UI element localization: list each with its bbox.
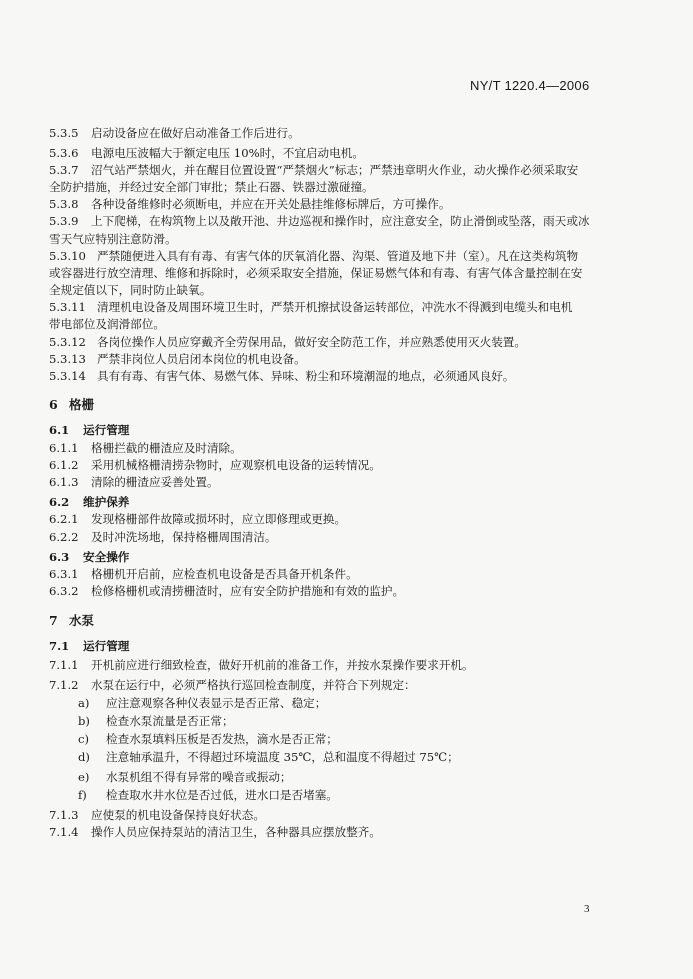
clause-text: 检查水泵流量是否正常； (106, 714, 234, 728)
clause-line (49, 249, 578, 263)
clause-number: a) (78, 696, 90, 710)
clause-number: 5.3.11 (49, 300, 86, 314)
clause-text: 上下爬梯，在构筑物上以及敞开池、井边巡视和操作时，应注意安全，防止滑倒或坠落，雨天或冰 (91, 214, 590, 228)
clause-number: 6.2.2 (49, 530, 79, 544)
list-item (78, 770, 292, 784)
clause-number: 5.3.14 (49, 369, 86, 383)
clause-number: 6.3.2 (49, 584, 79, 598)
clause-line (49, 180, 374, 194)
clause-line (49, 530, 277, 544)
clause-text: 格栅 (69, 397, 95, 412)
clause-line (49, 458, 381, 472)
clause-text: 及时冲洗场地，保持格栅周围清洁。 (91, 530, 277, 544)
clause-number: 5.3.5 (49, 126, 79, 140)
clause-text: 应使泵的机电设备保持良好状态。 (91, 808, 265, 822)
clause-text: 具有有毒、有害气体、易燃气体、异味、粉尘和环境潮湿的地点，必须通风良好。 (97, 369, 515, 383)
clause-text: 发现格栅部件故障或损坏时，应立即修理或更换。 (91, 512, 347, 526)
clause-line (49, 567, 358, 581)
clause-number: d) (78, 750, 90, 764)
clause-line (49, 283, 211, 297)
clause-number: c) (78, 732, 90, 746)
clause-line (49, 232, 177, 246)
clause-number: b) (78, 714, 90, 728)
clause-line (49, 475, 219, 489)
clause-line (49, 584, 404, 598)
clause-text: 水泵在运行中，必须严格执行巡回检查制度，并符合下列规定： (91, 678, 416, 692)
clause-line (49, 352, 306, 366)
clause-line (49, 808, 265, 822)
subsection-heading (49, 639, 129, 653)
clause-text: 格栅机开启前，应检查机电设备是否具备开机条件。 (91, 567, 358, 581)
clause-text: 维护保养 (83, 495, 130, 509)
clause-line (49, 512, 346, 526)
clause-text: 水泵机组不得有异常的噪音或振动； (106, 770, 292, 784)
clause-text: 启动设备应在做好启动准备工作后进行。 (91, 126, 300, 140)
clause-text: 沼气站严禁烟火，并在醒目位置设置“严禁烟火”标志；严禁违章明火作业，动火操作必须采取安 (91, 163, 579, 177)
clause-line (49, 825, 381, 839)
clause-number: 5.3.10 (49, 249, 86, 263)
clause-number: 6.3.1 (49, 567, 79, 581)
clause-text: 运行管理 (83, 423, 130, 437)
clause-text: 检修格栅机或清捞栅渣时，应有安全防护措施和有效的监护。 (91, 584, 405, 598)
clause-text: 注意轴承温升，不得超过环境温度 35℃，总和温度不得超过 75℃； (106, 750, 459, 764)
clause-text: 带电部位及润滑部位。 (49, 317, 165, 331)
clause-text: 安全操作 (83, 550, 130, 564)
clause-line (49, 441, 242, 455)
clause-text: 严禁随便进入具有有毒、有害气体的厌氧消化器、沟渠、管道及地下井（室）。凡在这类构筑物 (97, 249, 579, 263)
clause-number: f) (78, 788, 87, 802)
clause-number: 5.3.8 (49, 197, 79, 211)
clause-text: 各种设备维修时必须断电，并应在开关处悬挂维修标牌后，方可操作。 (91, 197, 451, 211)
clause-number: 6 (49, 397, 58, 412)
clause-text: 水泵 (69, 613, 95, 628)
clause-text: 清除的栅渣应妥善处置。 (91, 475, 219, 489)
clause-line (49, 146, 364, 160)
subsection-heading (49, 423, 129, 437)
clause-number: 6.1.2 (49, 458, 79, 472)
clause-text: 全规定值以下，同时防止缺氧。 (49, 283, 212, 297)
clause-line (49, 300, 572, 314)
clause-line (49, 214, 590, 228)
section-heading (49, 398, 94, 412)
clause-number: 5.3.9 (49, 214, 79, 228)
clause-line (49, 197, 450, 211)
clause-text: 全防护措施，并经过安全部门审批；禁止石器、铁器过激碰撞。 (49, 180, 374, 194)
clause-text: 或容器进行放空清理、维修和拆除时，必须采取安全措施，保证易燃气体和有毒、有害气体含量控制在安 (49, 266, 583, 280)
clause-text: 检查水泵填料压板是否发热，滴水是否正常； (106, 732, 338, 746)
clause-line (49, 266, 582, 280)
clause-text: 运行管理 (83, 639, 130, 653)
clause-line (49, 317, 165, 331)
clause-text: 采用机械格栅清捞杂物时，应观察机电设备的运转情况。 (91, 458, 381, 472)
list-item (78, 714, 234, 728)
clause-number: 6.3 (49, 550, 70, 564)
clause-number: 5.3.7 (49, 163, 79, 177)
clause-text: 检查取水井水位是否过低，进水口是否堵塞。 (106, 788, 338, 802)
clause-number: 6.1 (49, 423, 70, 437)
clause-line (49, 126, 300, 140)
clause-text: 操作人员应保持泵站的清洁卫生，各种器具应摆放整齐。 (91, 825, 381, 839)
clause-number: 7 (49, 613, 58, 628)
list-item (78, 750, 459, 764)
standard-id: NY/T 1220.4—2006 (470, 78, 590, 93)
list-item (78, 788, 338, 802)
clause-line (49, 163, 578, 177)
clause-text: 电源电压波幅大于额定电压 10%时，不宜启动电机。 (91, 146, 364, 160)
clause-text: 严禁非岗位人员启闭本岗位的机电设备。 (97, 352, 306, 366)
clause-line (49, 658, 474, 672)
clause-number: 6.2 (49, 495, 70, 509)
clause-text: 雪天气应特别注意防滑。 (49, 232, 177, 246)
clause-number: 5.3.12 (49, 335, 86, 349)
clause-line (49, 335, 526, 349)
clause-text: 清理机电设备及周围环境卫生时，严禁开机擦拭设备运转部位，冲洗水不得溅到电缆头和电机 (97, 300, 573, 314)
clause-number: 7.1.1 (49, 658, 79, 672)
clause-number: e) (78, 770, 90, 784)
clause-text: 各岗位操作人员应穿戴齐全劳保用品，做好安全防范工作，并应熟悉使用灭火装置。 (97, 335, 526, 349)
clause-line (49, 678, 416, 692)
clause-line (49, 369, 514, 383)
clause-number: 6.1.3 (49, 475, 79, 489)
clause-number: 6.1.1 (49, 441, 79, 455)
clause-number: 7.1.3 (49, 808, 79, 822)
list-item (78, 696, 326, 710)
clause-number: 6.2.1 (49, 512, 79, 526)
clause-number: 7.1.2 (49, 678, 79, 692)
list-item (78, 732, 338, 746)
clause-number: 5.3.6 (49, 146, 79, 160)
subsection-heading (49, 550, 129, 564)
section-heading (49, 614, 94, 628)
page-number: 3 (584, 903, 590, 915)
clause-text: 格栅拦截的栅渣应及时清除。 (91, 441, 242, 455)
clause-number: 7.1 (49, 639, 70, 653)
clause-number: 5.3.13 (49, 352, 86, 366)
clause-number: 7.1.4 (49, 825, 79, 839)
clause-text: 开机前应进行细致检查，做好开机前的准备工作，并按水泵操作要求开机。 (91, 658, 474, 672)
subsection-heading (49, 495, 129, 509)
clause-text: 应注意观察各种仪表显示是否正常、稳定； (106, 696, 327, 710)
